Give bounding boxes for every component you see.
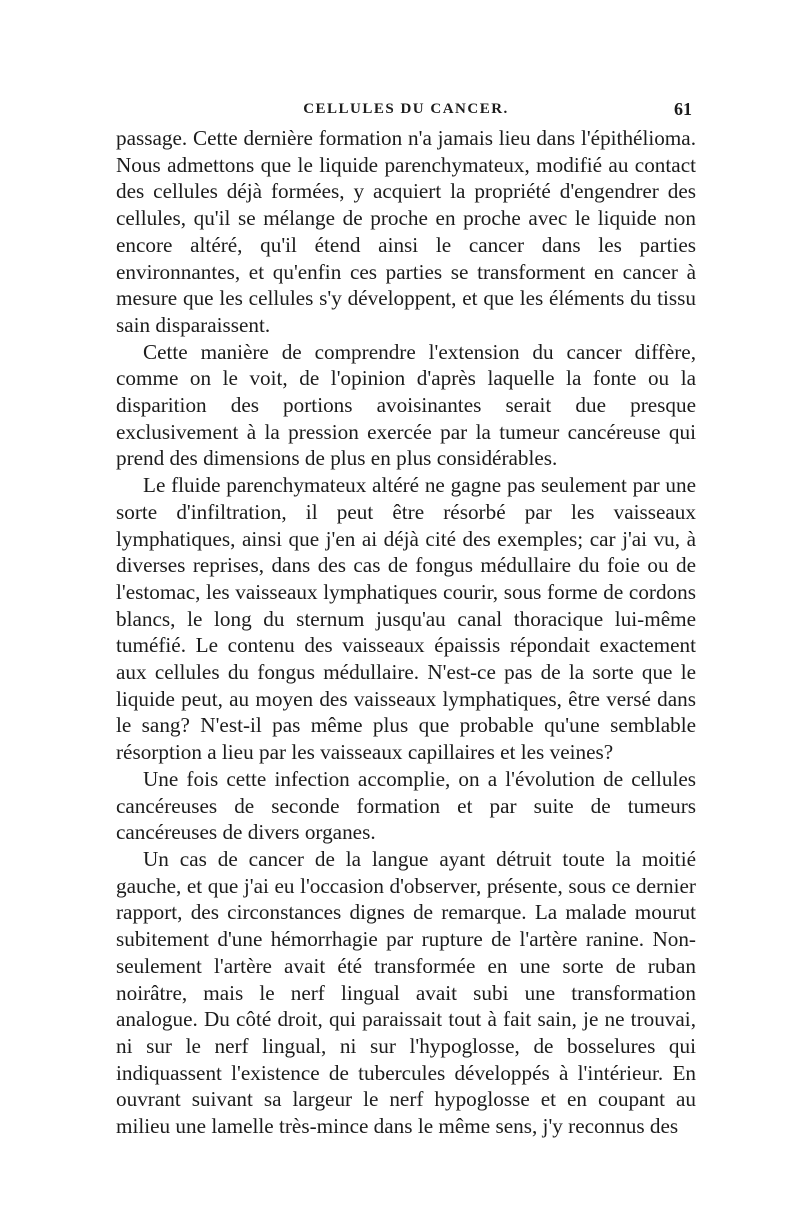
running-header [116, 95, 696, 123]
paragraph-continued: passage. Cette dernière formation n'a jamais lieu dans l'épithélioma. Nous admettons que le liquide parenchymateux, modifié au contact des cellules déjà formées, y acquiert la propriété d'engendrer des cellules, qu'il se mélange de proche en proche avec le liquide non encore altéré, qu'il étend ainsi le cancer dans les parties environnantes, et qu'enfin ces parties se transforment en cancer à mesure que les cellules s'y développent, et que les éléments du tissu sain disparaissent. [116, 126, 696, 337]
book-page [116, 95, 696, 1140]
body-text [116, 125, 696, 1140]
paragraph: Un cas de cancer de la langue ayant détruit toute la moitié gauche, et que j'ai eu l'occasion d'observer, présente, sous ce dernier rapport, des circonstances dignes de remarque. La malade mourut subitement d'une hémorrhagie par rupture de l'artère ranine. Non-seulement l'artère avait été transformée en une sorte de ruban noirâtre, mais le nerf lingual avait subi une transformation analogue. Du côté droit, qui paraissait tout à fait sain, je ne trouvai, ni sur le nerf lingual, ni sur l'hypoglosse, de bosselures qui indiquassent l'existence de tubercules développés à l'intérieur. En ouvrant suivant sa largeur le nerf hypoglosse et en coupant au milieu une lamelle très-mince dans le même sens, j'y reconnus des [116, 846, 696, 1139]
running-title: CELLULES DU CANCER. [303, 101, 509, 117]
paragraph: Cette manière de comprendre l'extension du cancer diffère, comme on le voit, de l'opinion d'après laquelle la fonte ou la disparition des portions avoisinantes serait due presque exclusivement à la pression exercée par la tumeur cancéreuse qui prend des dimensions de plus en plus considérables. [116, 339, 696, 471]
paragraph: Le fluide parenchymateux altéré ne gagne pas seulement par une sorte d'infiltration, il peut être résorbé par les vaisseaux lymphatiques, ainsi que j'en ai déjà cité des exemples; car j'ai vu, à diverses reprises, dans des cas de fongus médullaire du foie ou de l'estomac, les vaisseaux lymphatiques courir, sous forme de cordons blancs, le long du sternum jusqu'au canal thoracique lui-même tuméfié. Le contenu des vaisseaux épaissis répondait exactement aux cellules du fongus médullaire. N'est-ce pas de la sorte que le liquide peut, au moyen des vaisseaux lymphatiques, être versé dans le sang? N'est-il pas même plus que probable qu'une semblable résorption a lieu par les vaisseaux capillaires et les veines? [116, 473, 696, 765]
page-number: 61 [674, 99, 692, 119]
paragraph: Une fois cette infection accomplie, on a l'évolution de cellules cancéreuses de seconde formation et par suite de tumeurs cancéreuses de divers organes. [116, 766, 696, 845]
